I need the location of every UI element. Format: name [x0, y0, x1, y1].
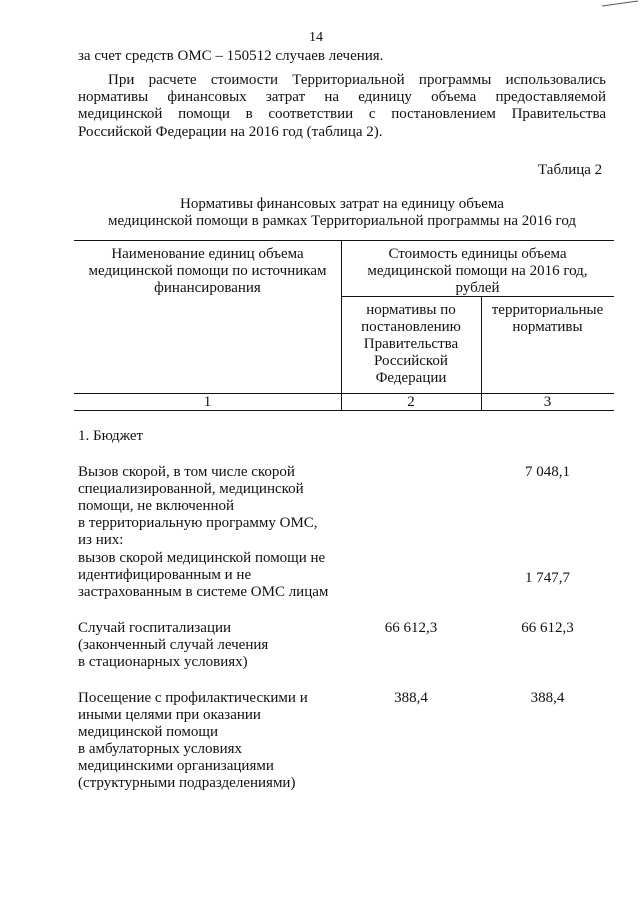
row-name-line: из них: — [78, 532, 124, 548]
intro-line: за счет средств ОМС – 150512 случаев лечения. — [78, 48, 384, 64]
row-name-line: специализированной, медицинской — [78, 481, 304, 497]
header-col2-line: Правительства — [363, 336, 459, 352]
scan-mark — [602, 0, 638, 8]
row-name-line: застрахованным в системе ОМС лицам — [78, 584, 329, 600]
header-col1-line: медицинской помощи по источникам — [88, 263, 327, 279]
row-name-line: иными целями при оказании — [78, 707, 261, 723]
table-title-line: Нормативы финансовых затрат на единицу объема — [180, 196, 504, 212]
row-name-line: в территориальную программу ОМС, — [78, 515, 318, 531]
table-top-border — [74, 240, 614, 241]
header-group-line: медицинской помощи на 2016 год, — [367, 263, 588, 279]
row-name-line: (законченный случай лечения — [78, 637, 269, 653]
header-col3-line: территориальные — [491, 302, 604, 318]
row-name-line: вызов скорой медицинской помощи не — [78, 550, 326, 566]
row-terr-value: 66 612,3 — [521, 620, 574, 636]
row-name-line: идентифицированным и не — [78, 567, 252, 583]
row-name-line: в стационарных условиях) — [78, 654, 248, 670]
header-col2-line: нормативы по — [366, 302, 456, 318]
header-col1-line: Наименование единиц объема — [111, 246, 304, 262]
row-fed-value: 66 612,3 — [384, 620, 438, 636]
row-name-line: в амбулаторных условиях — [78, 741, 243, 757]
row-terr-value: 1 747,7 — [525, 570, 570, 586]
intro-paragraph-line: медицинской помощи в соответствии с постановлением Правительства — [78, 106, 606, 122]
row-fed-value: 388,4 — [394, 690, 428, 706]
intro-paragraph-line: При расчете стоимости Территориальной программы использовались — [108, 72, 606, 88]
header-col2-line: Федерации — [375, 370, 447, 386]
column-number: 2 — [407, 394, 415, 410]
row-name-line: медицинской помощи — [78, 724, 218, 740]
column-number: 1 — [203, 394, 212, 410]
row-name-line: (структурными подразделениями) — [78, 775, 296, 791]
row-name-line: Посещение с профилактическими и — [78, 690, 308, 706]
header-group-line: рублей — [455, 280, 500, 296]
header-group-line: Стоимость единицы объема — [388, 246, 567, 262]
header-col2-line: постановлению — [361, 319, 461, 335]
page-number: 14 — [309, 30, 323, 45]
row-name-line: Случай госпитализации — [78, 620, 232, 636]
table-label: Таблица 2 — [538, 162, 603, 178]
row-name-line: медицинскими организациями — [78, 758, 274, 774]
column-number: 3 — [543, 394, 552, 410]
row-name-line: помощи, не включенной — [78, 498, 235, 514]
row-terr-value: 7 048,1 — [525, 464, 570, 480]
header-col1-line: финансирования — [154, 280, 261, 296]
intro-paragraph-line: нормативы финансовых затрат на единицу объема предоставляемой — [78, 89, 606, 105]
row-terr-value: 388,4 — [530, 690, 565, 706]
table-title-line: медицинской помощи в рамках Территориальной программы на 2016 год — [107, 213, 577, 229]
header-col3-line: нормативы — [512, 319, 583, 335]
header-col2-line: Российской — [374, 353, 448, 369]
row-name-line: Вызов скорой, в том числе скорой — [78, 464, 295, 480]
intro-paragraph-line: Российской Федерации на 2016 год (таблица 2). — [78, 124, 383, 140]
section-heading: 1. Бюджет — [78, 428, 144, 444]
